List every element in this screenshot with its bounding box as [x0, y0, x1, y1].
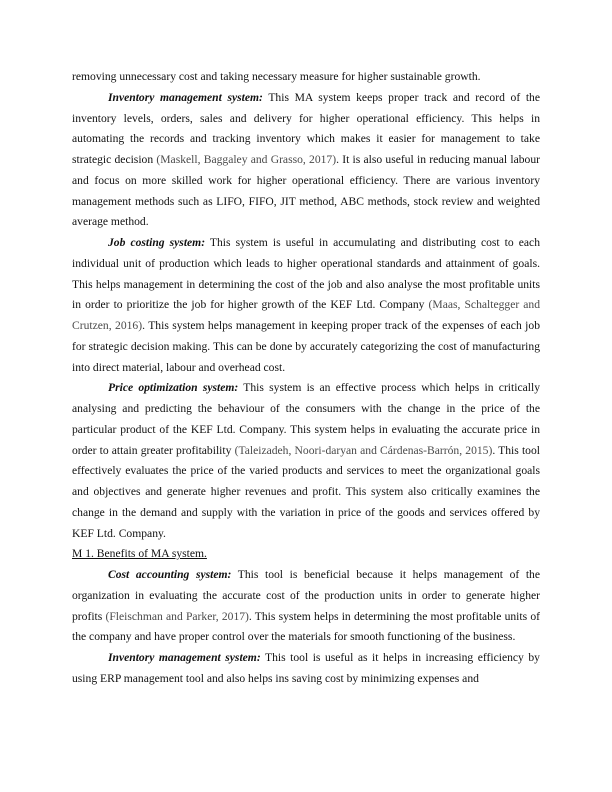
body-paragraph [72, 88, 540, 233]
term-label: Inventory management system: [108, 90, 263, 104]
term-label: Price optimization system: [108, 381, 239, 395]
paragraph-text: This system is an effective process which helps in critically analysing and predicting the behaviour of the consumers with the change in the price of the particular product of the KEF Ltd. Company. This system helps in evaluating the accurate price in order to attain greater profitability [72, 381, 540, 457]
paragraph-text: . This system helps in determining the most profitable units of the company and have proper control over the materials for smooth functioning of the business. [72, 609, 540, 644]
term-label: Inventory management system: [108, 651, 261, 664]
citation: (Maas, Schaltegger and Crutzen, 2016) [72, 298, 540, 332]
paragraph-text: This MA system keeps proper track and record of the inventory levels, orders, sales and delivery for higher operational efficiency. This helps in automating the records and tracking inventory which makes it easier for management to take strategic decision [72, 90, 540, 166]
document-page [72, 67, 540, 690]
paragraph-text: . This tool effectively evaluates the price of the varied products and services to meet the organizational goals and objectives and generate higher revenues and profit. This system also critically examines the change in the demand and supply with the variation in price of the goods and services offered by KEF Ltd. Company. [72, 443, 540, 540]
term-label: Job costing system: [108, 236, 206, 249]
body-paragraph [72, 378, 540, 544]
body-paragraph [72, 67, 540, 88]
citation: (Maskell, Baggaley and Grasso, 2017) [156, 153, 337, 166]
paragraph-text: removing unnecessary cost and taking necessary measure for higher sustainable growth. [72, 70, 481, 83]
section-heading [72, 544, 540, 565]
term-label: Cost accounting system: [108, 568, 232, 581]
paragraph-text: This tool is useful as it helps in increasing efficiency by using ERP management tool and also helps ins saving cost by minimizing expenses and [72, 651, 540, 685]
citation: (Fleischman and Parker, 2017) [105, 609, 249, 623]
paragraph-text: . It is also useful in reducing manual labour and focus on more skilled work for higher operational efficiency. There are various inventory management methods such as LIFO, FIFO, JIT method, ABC methods, stock review and weighted average method. [72, 153, 540, 229]
paragraph-text: . This system helps management in keeping proper track of the expenses of each job for strategic decision making. This can be done by accurately categorizing the cost of manufacturing into direct material, labour and overhead cost. [72, 319, 540, 374]
body-paragraph [72, 565, 540, 648]
body-paragraph [72, 233, 540, 378]
paragraph-text: M 1. Benefits of MA system. [72, 547, 207, 561]
paragraph-text: This tool is beneficial because it helps management of the organization in evaluating the accurate cost of the production units in order to generate higher profits [72, 568, 540, 623]
paragraph-text: This system is useful in accumulating and distributing cost to each individual unit of production which leads to higher operational standards and attainment of goals. This helps management in determining the cost of the job and also analyse the most profitable units in order to prioritize the job for higher growth of the KEF Ltd. Company [72, 236, 540, 312]
body-paragraph [72, 648, 540, 690]
citation: (Taleizadeh, Noori-daryan and Cárdenas-Barrón, 2015) [234, 443, 493, 457]
